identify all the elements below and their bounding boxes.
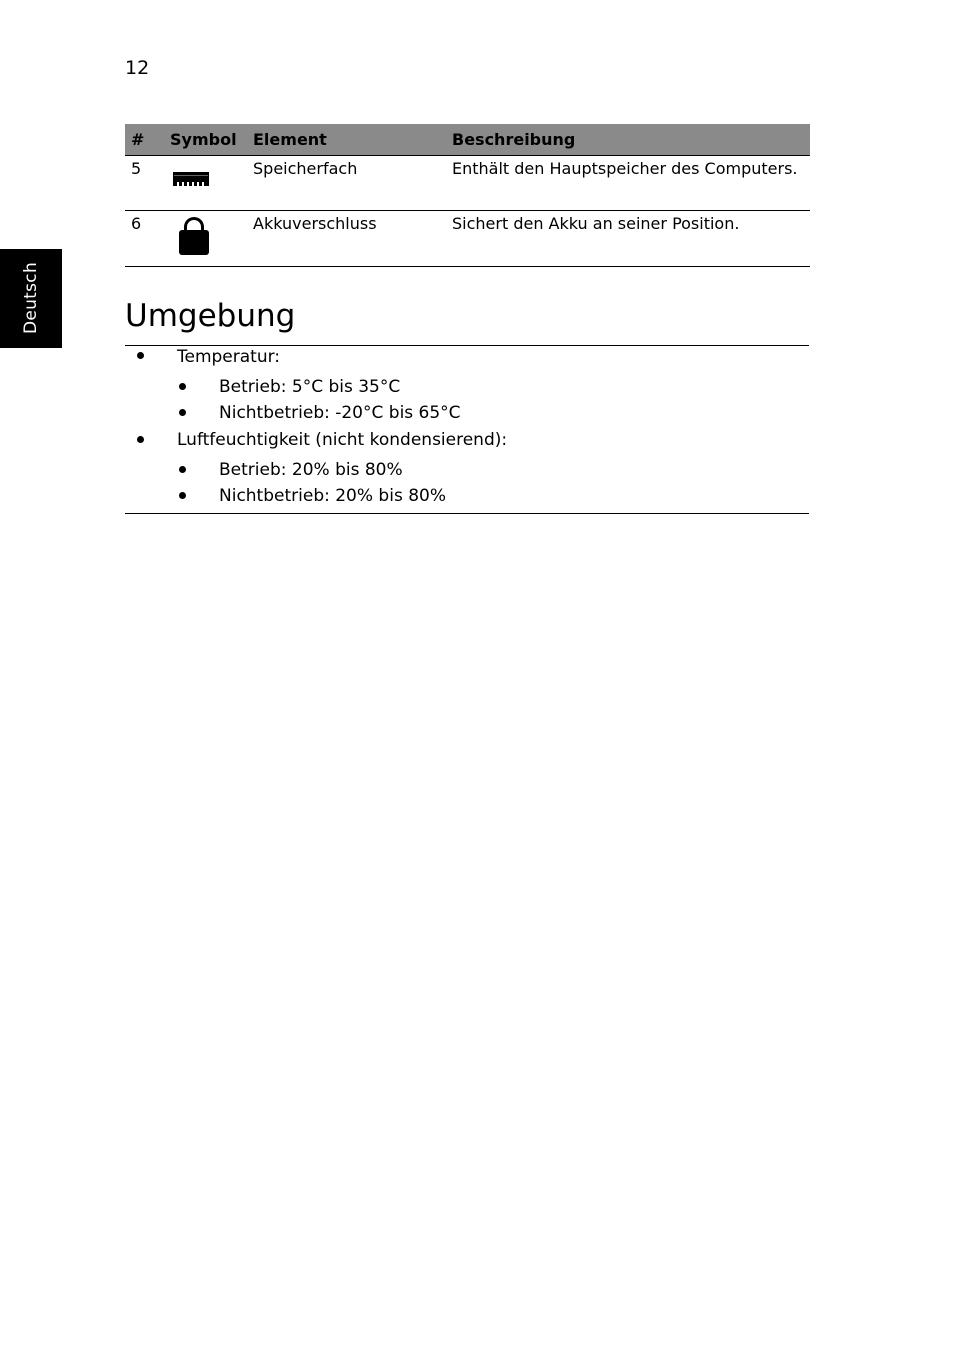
bullet-icon (179, 492, 186, 499)
row-num: 6 (125, 211, 164, 267)
header-description: Beschreibung (446, 124, 810, 156)
item-label: Betrieb: 5°C bis 35°C (219, 377, 401, 397)
item-label: Nichtbetrieb: 20% bis 80% (219, 486, 446, 506)
item-label: Luftfeuchtigkeit (nicht kondensierend): (177, 430, 508, 450)
item-label: Temperatur: (177, 347, 281, 367)
item-label: Betrieb: 20% bis 80% (219, 460, 403, 480)
row-symbol (164, 211, 247, 267)
bullet-icon (179, 466, 186, 473)
row-description: Sichert den Akku an seiner Position. (446, 211, 810, 267)
bullet-icon (137, 352, 144, 359)
row-element: Akkuverschluss (247, 211, 446, 267)
table-header-row (125, 124, 810, 156)
row-num: 5 (125, 156, 164, 211)
item-label: Nichtbetrieb: -20°C bis 65°C (219, 403, 461, 423)
battery-lock-icon (170, 213, 214, 259)
bullet-icon (179, 409, 186, 416)
bullet-icon (179, 383, 186, 390)
header-symbol: Symbol (164, 124, 247, 156)
memory-module-icon (170, 158, 214, 192)
language-side-tab (0, 249, 62, 348)
bullet-icon (137, 436, 144, 443)
language-side-tab-label: Deutsch (21, 261, 41, 335)
header-num: # (125, 124, 164, 156)
environment-list (125, 345, 809, 514)
header-element: Element (247, 124, 446, 156)
row-symbol (164, 156, 247, 211)
section-title: Umgebung (125, 298, 296, 334)
row-element: Speicherfach (247, 156, 446, 211)
row-description: Enthält den Hauptspeicher des Computers. (446, 156, 810, 211)
table-row (125, 211, 810, 267)
page-number: 12 (125, 57, 150, 79)
component-table (125, 124, 810, 267)
table-row (125, 156, 810, 211)
